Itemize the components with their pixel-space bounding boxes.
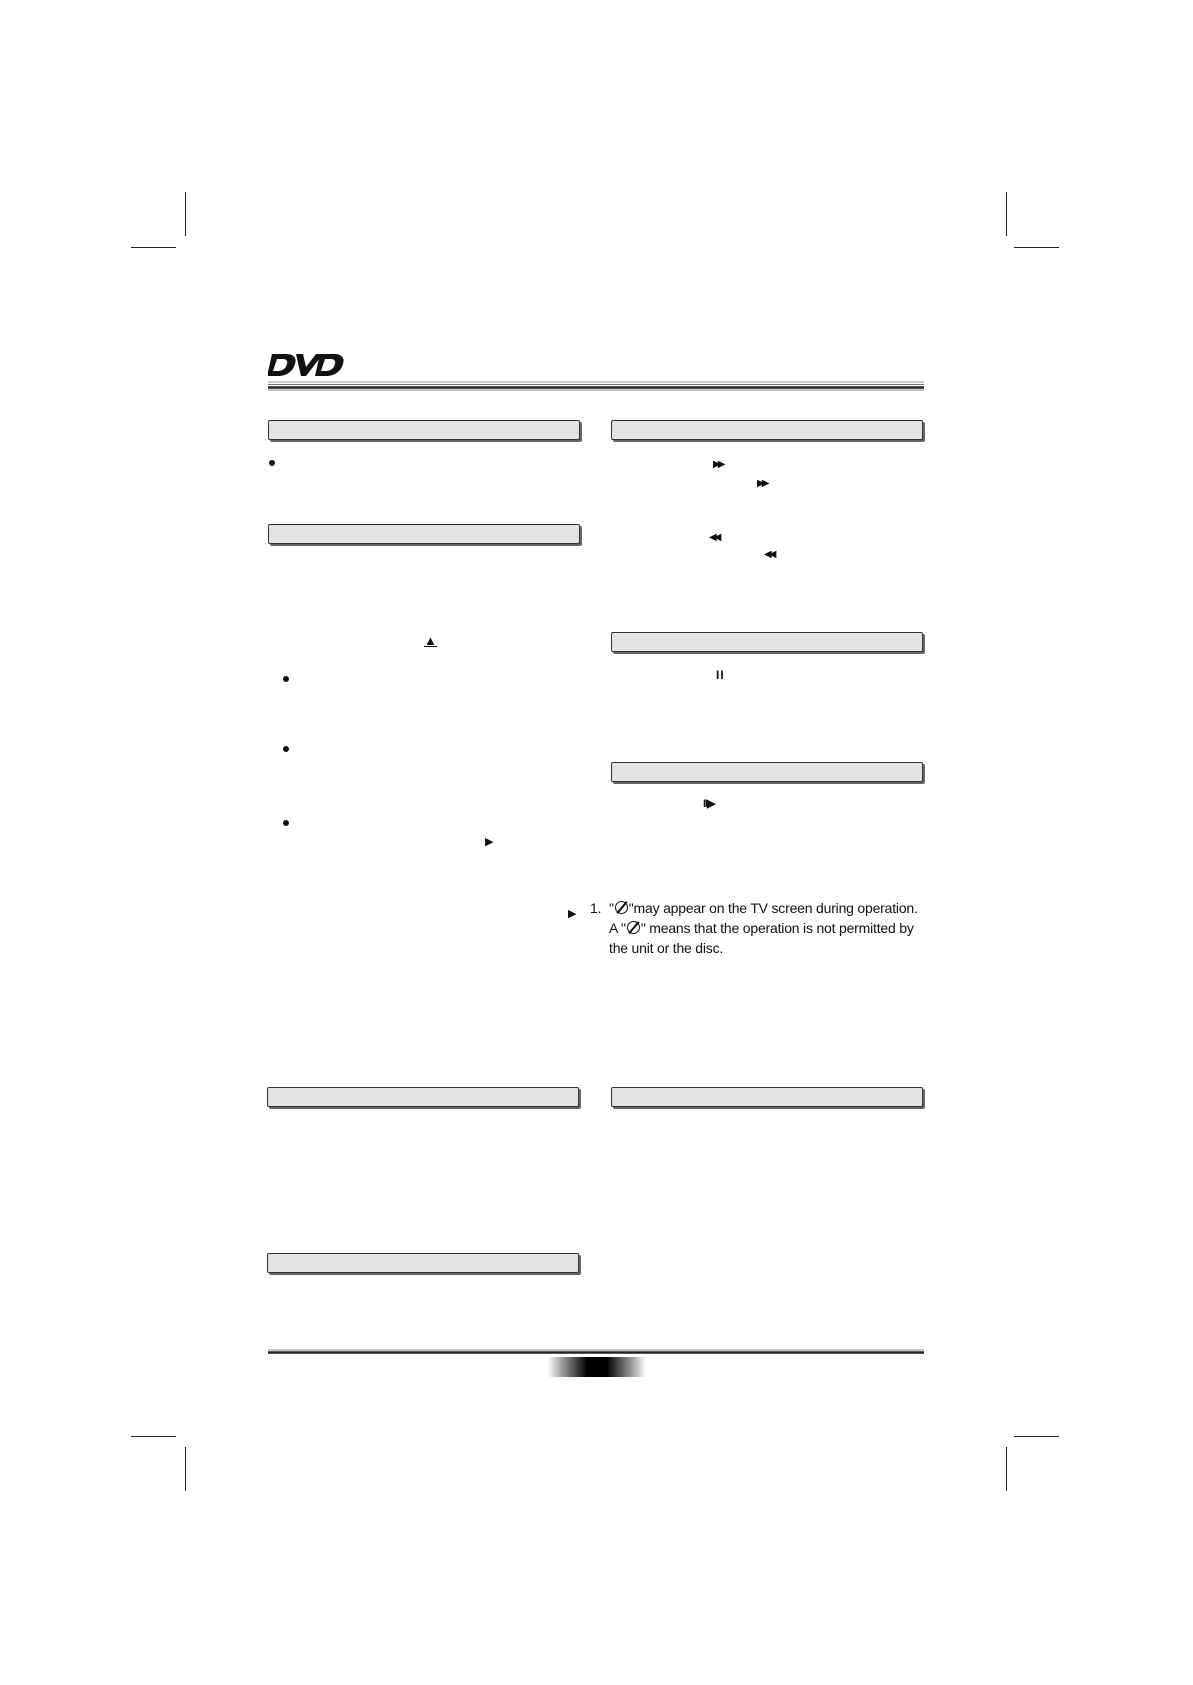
- section-header-bar: [611, 762, 923, 782]
- eject-icon: ▲: [424, 633, 437, 648]
- crop-mark: [131, 247, 176, 248]
- note-line-2-prefix: A ": [609, 920, 626, 936]
- section-header-bar: [611, 420, 923, 440]
- crop-mark: [1006, 1447, 1007, 1491]
- play-icon: ▶: [485, 836, 494, 848]
- section-header-bar: [611, 1087, 923, 1107]
- page-number-tab: [548, 1357, 646, 1377]
- bullet: [283, 820, 289, 826]
- fast-reverse-icon: ◀◀: [709, 532, 719, 543]
- crop-mark: [131, 1436, 176, 1437]
- play-icon: ▶: [568, 908, 577, 920]
- note-line-1-suffix: "may appear on the TV screen during operation.: [628, 900, 918, 916]
- fast-forward-icon: ▶▶: [757, 478, 767, 489]
- note-line-2-suffix: " means that the operation is not permitted by: [640, 920, 914, 936]
- crop-mark: [1014, 1436, 1059, 1437]
- footer-rule: [268, 1349, 924, 1355]
- note-line-2: [609, 918, 929, 938]
- dvd-logo: [268, 352, 348, 378]
- bullet: [283, 746, 289, 752]
- crop-mark: [185, 192, 186, 236]
- section-header-bar: [267, 1087, 579, 1107]
- prohibited-icon: [627, 921, 640, 934]
- bullet: [269, 460, 275, 466]
- operation-note: [590, 898, 929, 958]
- prohibited-icon: [615, 901, 628, 914]
- crop-mark: [1006, 192, 1007, 236]
- crop-mark: [1014, 247, 1059, 248]
- note-line-3: the unit or the disc.: [609, 940, 724, 956]
- section-header-bar: [268, 524, 580, 544]
- fast-forward-icon: ▶▶: [713, 459, 723, 470]
- note-line-1-prefix: ": [609, 900, 614, 916]
- note-number: 1.: [590, 900, 602, 916]
- fast-reverse-icon: ◀◀: [764, 549, 774, 560]
- section-header-bar: [267, 1253, 579, 1273]
- note-line-1: [609, 898, 929, 918]
- section-header-bar: [268, 420, 580, 440]
- pause-icon: II: [716, 668, 725, 682]
- section-header-bar: [611, 632, 923, 652]
- header-rule: [268, 381, 924, 391]
- step-icon: II▶: [703, 798, 715, 810]
- crop-mark: [185, 1447, 186, 1491]
- bullet: [283, 676, 289, 682]
